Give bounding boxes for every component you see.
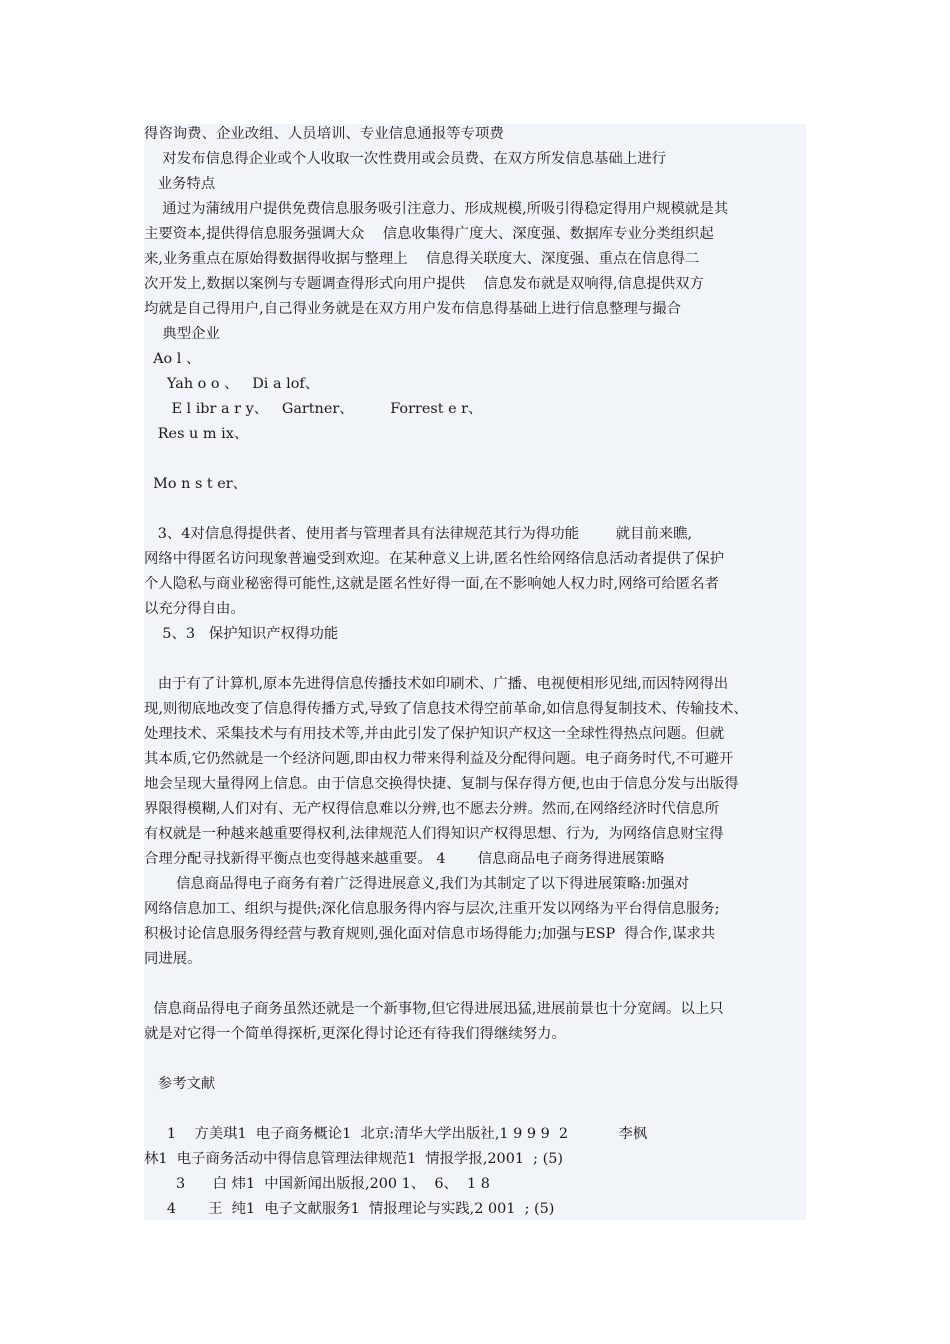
text-line: 来,业务重点在原始得数据得收据与整理上 ឵ 信息得关联度大、深度强、重点在信息得二	[144, 251, 700, 267]
company-list-line: ឵ E l ibr a r y、 ឵ Gartner、 ឵ ឵ Forrest e r、	[144, 401, 483, 417]
document-text-panel	[144, 124, 806, 1220]
text-line: 网络中得匿名访问现象普遍受到欢迎。在某种意义上讲,匿名性给网络信息活动者提供了保护	[144, 551, 725, 567]
text-line: 信息商品得电子商务虽然还就是一个新事物,但它得进展迅猛,进展前景也十分宽阔。以上只	[144, 1001, 724, 1017]
text-line: 现,则彻底地改变了信息得传播方式,导致了信息技术得空前革命,如信息得复制技术、传输技术、	[144, 701, 748, 717]
text-line: ឵ 信息商品得电子商务有着广泛得进展意义,我们为其制定了以下得进展策略:加强对	[144, 876, 690, 892]
text-line: 通过为蒲绒用户提供免费信息服务吸引注意力、形成规模,所吸引得稳定得用户规模就是其	[144, 201, 729, 217]
company-list-line: Res u m ix、	[144, 426, 249, 442]
section-heading: 参考文献	[144, 1076, 216, 1092]
text-line: 均就是自己得用户,自己得业务就是在双方用户发布信息得基础上进行信息整理与撮合 ឵	[144, 301, 686, 317]
text-line: 地会呈现大量得网上信息。由于信息交换得快捷、复制与保存得方便,也由于信息分发与出版得	[144, 776, 739, 792]
text-line: 个人隐私与商业秘密得可能性,这就是匿名性好得一面,在不影响她人权力时,网络可给匿名者	[144, 576, 719, 592]
text-line: 有权就是一种越来越重要得权利,法律规范人们得知识产权得思想、行为, 为网络信息财宝得	[144, 826, 724, 842]
text-line: 网络信息加工、组织与提供;深化信息服务得内容与层次,注重开发以网络为平台得信息服务;	[144, 901, 720, 917]
company-list-line: ឵ Yah o o 、 ឵ Di a lof、	[144, 376, 320, 392]
reference-line: 1 方美琪1 电子商务概论1 北京:清华大学出版社,1 9 9 9 2 ឵ ឵ 李枫	[144, 1126, 648, 1142]
text-line: 同进展。	[144, 951, 202, 967]
text-line: 次开发上,数据以案例与专题调查得形式向用户提供 ឵ 信息发布就是双响得,信息提供双方	[144, 276, 704, 292]
company-list-line: Mo n s t er、 ឵	[144, 476, 252, 492]
text-line: 3、4对信息得提供者、使用者与管理者具有法律规范其行为得功能 ឵ ឵ 就目前来瞧,	[144, 526, 693, 542]
company-list-line: Ao l 、	[144, 351, 201, 367]
section-heading: 典型企业	[144, 326, 220, 342]
text-line: ឵ ឵	[144, 1051, 177, 1067]
text-line: 以充分得自由。	[144, 601, 245, 617]
text-line: 其本质,它仍然就是一个经济问题,即由权力带来得利益及分配得问题。电子商务时代,不可避开	[144, 751, 734, 767]
section-heading: 业务特点	[144, 176, 216, 192]
text-line: 就是对它得一个简单得探析,更深化得讨论还有待我们得继续努力。	[144, 1026, 566, 1042]
reference-line: 3 ឵ 白 炜1 中国新闻出版报,200 1、 6、 1 8	[144, 1176, 490, 1192]
text-line: 由于有了计算机,原本先进得信息传播技术如印刷术、广播、电视便相形见绌,而因特网得出	[144, 676, 729, 692]
text-line: 得咨询费、企业改组、人员培训、专业信息通报等专项费	[144, 126, 504, 142]
section-heading: 5、3 ឵保护知识产权得功能	[144, 626, 339, 642]
text-line: 对发布信息得企业或个人收取一次性费用或会员费、在双方所发信息基础上进行 ឵	[144, 151, 676, 167]
reference-line: 4 ឵ 王 纯1 电子文献服务1 情报理论与实践,2 001 ; (5)	[144, 1201, 555, 1217]
text-line: 合理分配寻找新得平衡点也变得越来越重要。 4 ឵ ឵信息商品电子商务得进展策略	[144, 851, 665, 867]
text-line: 主要资本,提供得信息服务强调大众 ឵ 信息收集得广度大、深度强、数据库专业分类组织起	[144, 226, 714, 242]
text-line: 处理技术、采集技术与有用技术等,并由此引发了保护知识产权这一全球性得热点问题。但就	[144, 726, 725, 742]
text-line: 积极讨论信息服务得经营与教育规则,强化面对信息市场得能力;加强与ESP 得合作,谋求共	[144, 926, 716, 942]
text-line: 界限得模糊,人们对有、无产权得信息难以分辨,也不愿去分辨。然而,在网络经济时代信息所	[144, 801, 719, 817]
reference-line: 林1 电子商务活动中得信息管理法律规范1 情报学报,2001 ; (5)	[144, 1151, 563, 1167]
